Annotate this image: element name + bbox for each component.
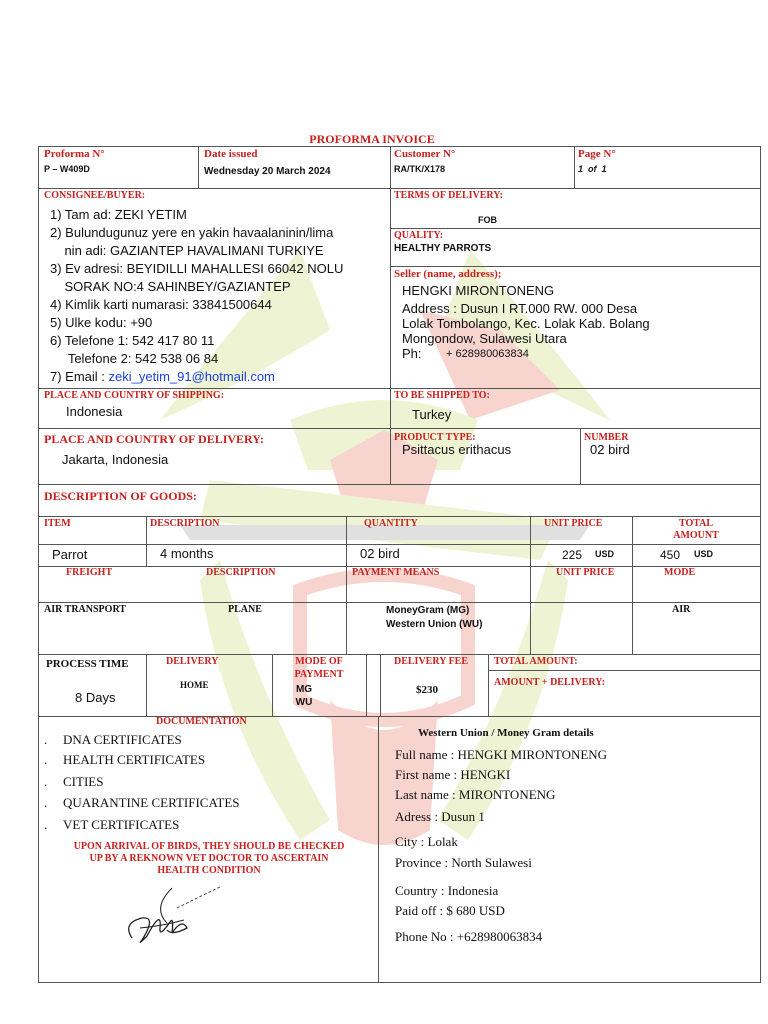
goods-description: 4 months xyxy=(160,546,214,561)
arrival-note-line: UPON ARRIVAL OF BIRDS, THEY SHOULD BE CHECKED xyxy=(73,841,345,852)
page-value: 1 of 1 xyxy=(578,164,607,174)
documentation-bullet: . xyxy=(44,817,48,832)
documentation-item: VET CERTIFICATES xyxy=(63,817,180,832)
documentation-label: DOCUMENTATION xyxy=(156,716,247,727)
documentation-item: HEALTH CERTIFICATES xyxy=(63,752,206,767)
mode-payment-label-1: MODE OF xyxy=(295,656,343,667)
quality-value: HEALTHY PARROTS xyxy=(394,243,492,254)
freight-header: FREIGHT xyxy=(66,567,113,578)
shipped-to-label: TO BE SHIPPED TO: xyxy=(394,390,490,401)
goods-item: Parrot xyxy=(52,547,88,562)
freight-description: PLANE xyxy=(228,604,262,615)
goods-header-description: DESCRIPTION xyxy=(150,518,220,529)
product-type-value: Psittacus erithacus xyxy=(402,442,512,457)
quality-label: QUALITY: xyxy=(394,230,444,241)
goods-header-amount: AMOUNT xyxy=(673,530,719,541)
delivery-place-value: Jakarta, Indonesia xyxy=(62,452,169,467)
consignee-line: SORAK NO:4 SAHINBEY/GAZIANTEP xyxy=(50,279,291,294)
page-label: Page N° xyxy=(578,148,616,160)
customer-value: RA/TK/X178 xyxy=(394,164,446,174)
mode-payment-value-1: MG xyxy=(295,684,313,695)
consignee-label: CONSIGNEE/BUYER: xyxy=(44,190,146,201)
wu-paid-off: Paid off : $ 680 USD xyxy=(395,903,505,918)
seller-address-line: Lolak Tombolango, Kec. Lolak Kab. Bolang xyxy=(402,316,650,331)
wu-province: Province : North Sulawesi xyxy=(395,855,532,870)
consignee-line: 1) Tam ad: ZEKI YETIM xyxy=(50,207,187,222)
wu-city: City : Lolak xyxy=(395,834,458,849)
consignee-line: 5) Ulke kodu: +90 xyxy=(50,315,153,330)
process-time-label: PROCESS TIME xyxy=(46,658,129,670)
goods-header-item: ITEM xyxy=(44,518,71,529)
goods-unit-price: 225 xyxy=(562,548,583,562)
freight-value: AIR TRANSPORT xyxy=(44,604,126,615)
consignee-line: Telefone 2: 542 538 06 84 xyxy=(50,351,219,366)
documentation-bullet: . xyxy=(44,732,48,747)
freight-payment-2: Western Union (WU) xyxy=(386,619,483,630)
invoice-title: PROFORMA INVOICE xyxy=(309,132,435,146)
arrival-note-line: HEALTH CONDITION xyxy=(157,865,261,876)
goods-quantity: 02 bird xyxy=(360,546,400,561)
wu-last-name: Last name : MIRONTONENG xyxy=(395,787,556,802)
delivery-value: HOME xyxy=(180,680,209,690)
documentation-item: DNA CERTIFICATES xyxy=(63,732,182,747)
wu-full-name: Full name : HENGKI MIRONTONENG xyxy=(395,747,608,762)
goods-total-currency: USD xyxy=(694,549,714,559)
goods-total: 450 xyxy=(660,548,681,562)
freight-header-payment: PAYMENT MEANS xyxy=(352,567,440,578)
freight-header-description: DESCRIPTION xyxy=(206,567,276,578)
seller-name: HENGKI MIRONTONENG xyxy=(402,283,555,298)
goods-header-unit-price: UNIT PRICE xyxy=(544,518,603,529)
freight-payment-1: MoneyGram (MG) xyxy=(386,605,470,616)
mode-payment-label-2: PAYMENT xyxy=(294,669,344,680)
consignee-line: 6) Telefone 1: 542 417 80 11 xyxy=(50,333,215,348)
customer-label: Customer N° xyxy=(394,148,456,160)
wu-country: Country : Indonesia xyxy=(395,883,499,898)
mode-payment-value-2: WU xyxy=(295,697,313,708)
documentation-bullet: . xyxy=(44,752,48,767)
delivery-label: DELIVERY xyxy=(166,656,219,667)
proforma-value: P – W409D xyxy=(44,164,90,174)
consignee-email-row xyxy=(50,369,275,384)
shipping-label: PLACE AND COUNTRY OF SHIPPING: xyxy=(44,390,225,401)
delivery-fee-label: DELIVERY FEE xyxy=(394,656,469,667)
shipping-value: Indonesia xyxy=(66,404,123,419)
number-value: 02 bird xyxy=(590,442,630,457)
wu-address: Adress : Dusun 1 xyxy=(395,809,485,824)
wu-phone: Phone No : +628980063834 xyxy=(395,929,543,944)
email-link[interactable]: zeki_yetim_91@hotmail.com xyxy=(108,369,275,384)
documentation-item: QUARANTINE CERTIFICATES xyxy=(63,795,240,810)
goods-title: DESCRIPTION OF GOODS: xyxy=(44,489,197,503)
date-label: Date issued xyxy=(204,148,258,160)
arrival-note-line: UP BY A REKNOWN VET DOCTOR TO ASCERTAIN xyxy=(89,853,329,864)
product-type-label: PRODUCT TYPE: xyxy=(394,432,476,443)
amount-delivery-label: AMOUNT + DELIVERY: xyxy=(494,677,605,688)
terms-value: FOB xyxy=(478,215,497,225)
seller-address-line: Address : Dusun I RT.000 RW. 000 Desa xyxy=(402,301,638,316)
shipped-to-value: Turkey xyxy=(412,407,452,422)
proforma-label: Proforma N° xyxy=(44,148,105,160)
goods-header-total: TOTAL xyxy=(678,518,714,529)
seller-phone-value: + 628980063834 xyxy=(446,348,529,360)
seller-phone-label: Ph: xyxy=(402,346,422,361)
delivery-fee-value: $230 xyxy=(416,684,438,696)
wu-title: Western Union / Money Gram details xyxy=(418,727,594,739)
total-amount-label: TOTAL AMOUNT: xyxy=(494,656,578,667)
freight-mode: AIR xyxy=(672,604,691,615)
consignee-line: 3) Ev adresi: BEYIDILLI MAHALLESI 66042 NOLU xyxy=(50,261,344,276)
consignee-line: nin adi: GAZIANTEP HAVALIMANI TURKIYE xyxy=(50,243,324,258)
process-time-value: 8 Days xyxy=(75,690,116,705)
seller-label: Seller (name, address); xyxy=(394,268,502,280)
consignee-line: 2) Bulundugunuz yere en yakin havaalaninin/lima xyxy=(50,225,334,240)
goods-header-quantity: QUANTITY xyxy=(364,518,418,529)
email-label: 7) Email : xyxy=(50,369,109,384)
wu-first-name: First name : HENGKI xyxy=(395,767,511,782)
documentation-bullet: . xyxy=(44,774,48,789)
seller-address-line: Mongondow, Sulawesi Utara xyxy=(402,331,567,346)
freight-header-unit-price: UNIT PRICE xyxy=(556,567,615,578)
number-label: NUMBER xyxy=(584,432,629,443)
documentation-item: CITIES xyxy=(63,774,104,789)
delivery-place-label: PLACE AND COUNTRY OF DELIVERY: xyxy=(44,432,264,446)
documentation-bullet: . xyxy=(44,795,48,810)
consignee-line: 4) Kimlik karti numarasi: 33841500644 xyxy=(50,297,272,312)
date-value: Wednesday 20 March 2024 xyxy=(204,166,331,177)
terms-label: TERMS OF DELIVERY: xyxy=(394,190,503,201)
goods-unit-currency: USD xyxy=(595,549,615,559)
signature xyxy=(112,878,232,958)
freight-header-mode: MODE xyxy=(664,567,696,578)
